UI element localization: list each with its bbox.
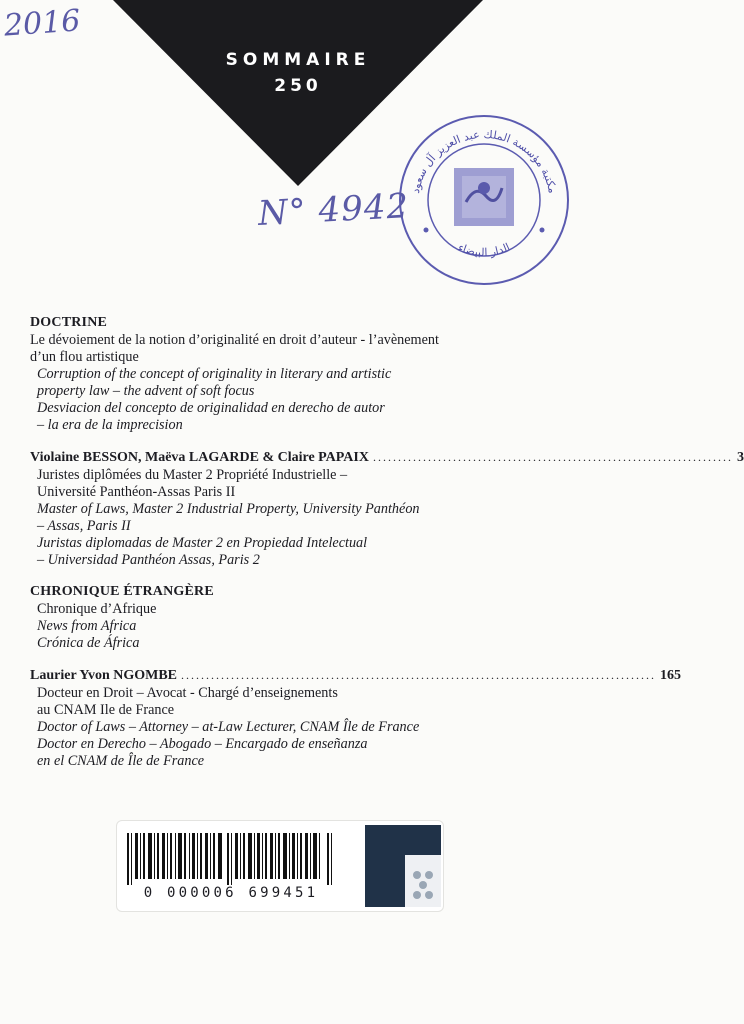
- author-bio-es: Juristas diplomadas de Master 2 en Propiedad Intelectual: [37, 535, 368, 551]
- article-title-es-cont: – la era de la imprecision: [37, 417, 183, 433]
- author-names: Violaine BESSON, Maëva LAGARDE & Claire PAPAIX: [30, 450, 369, 465]
- section-heading: DOCTRINE: [30, 315, 108, 330]
- author-bio-en: Doctor of Laws – Attorney – at-Law Lecturer, CNAM Île de France: [37, 719, 420, 735]
- author-bio-fr-cont: Université Panthéon-Assas Paris II: [37, 484, 236, 500]
- barcode-panel: [116, 820, 444, 912]
- section-chronique: [30, 583, 540, 652]
- section-heading: CHRONIQUE ÉTRANGÈRE: [30, 584, 214, 599]
- author-bio-en: Master of Laws, Master 2 Industrial Property, University Panthéon: [37, 501, 420, 517]
- article-title-en-cont: property law – the advent of soft focus: [37, 383, 255, 399]
- author-bio-fr: Juristes diplômées du Master 2 Propriété Industrielle –: [37, 467, 348, 483]
- author-bio-fr-cont: au CNAM Ile de France: [37, 702, 175, 718]
- stamp-text-bottom: الدار البيضاء: [455, 240, 513, 260]
- article-title-es: Crónica de África: [37, 635, 140, 651]
- sommaire-title: SOMMAIRE: [225, 50, 371, 70]
- article-title-fr: Le dévoiement de la notion d’originalité en droit d’auteur - l’avènement: [30, 332, 439, 348]
- handwritten-accession-number: N° 4942: [257, 186, 411, 234]
- author-bio-en-cont: – Assas, Paris II: [37, 518, 131, 534]
- library-stamp: [396, 112, 572, 288]
- barcode-digits: 0 000006 699451: [143, 885, 319, 901]
- section-doctrine: [30, 314, 540, 434]
- stamp-emblem: [454, 168, 514, 226]
- author-bio-es-cont: – Universidad Panthéon Assas, Paris 2: [37, 552, 260, 568]
- barcode: [127, 833, 337, 885]
- handwritten-year: 2016: [2, 3, 82, 44]
- issue-number: 250: [274, 76, 322, 96]
- author-bio-es: Doctor en Derecho – Abogado – Encargado de enseñanza: [37, 736, 368, 752]
- dot-leader: ...............................................................................................: [181, 668, 657, 682]
- author-bio-es-cont: en el CNAM de Île de France: [37, 753, 205, 769]
- stamp-text-top: مكتبة مؤسسة الملك عبد العزيز آل سعود: [408, 127, 560, 195]
- author-names: Laurier Yvon NGOMBE: [30, 668, 178, 683]
- article-title-es: Desviacion del concepto de originalidad en derecho de autor: [37, 400, 385, 416]
- entry-chronique-author: [30, 666, 682, 770]
- publisher-logo-icon: [365, 825, 441, 907]
- entry-doctrine-authors: [30, 448, 744, 569]
- svg-text:الدار البيضاء: [456, 241, 512, 259]
- toc-entry[interactable]: [30, 448, 744, 467]
- article-title-en: Corruption of the concept of originality in literary and artistic: [37, 366, 392, 382]
- dot-leader: ........................................................................: [372, 450, 733, 464]
- author-bio-fr: Docteur en Droit – Avocat - Chargé d’enseignements: [37, 685, 338, 701]
- article-title-en: News from Africa: [37, 618, 137, 634]
- page-number: 165: [660, 668, 682, 683]
- table-of-contents: [30, 314, 744, 784]
- article-title-fr: Chronique d’Afrique: [37, 601, 157, 617]
- toc-entry[interactable]: [30, 666, 682, 685]
- page-number: 3: [736, 450, 744, 465]
- article-title-fr-cont: d’un flou artistique: [30, 349, 139, 365]
